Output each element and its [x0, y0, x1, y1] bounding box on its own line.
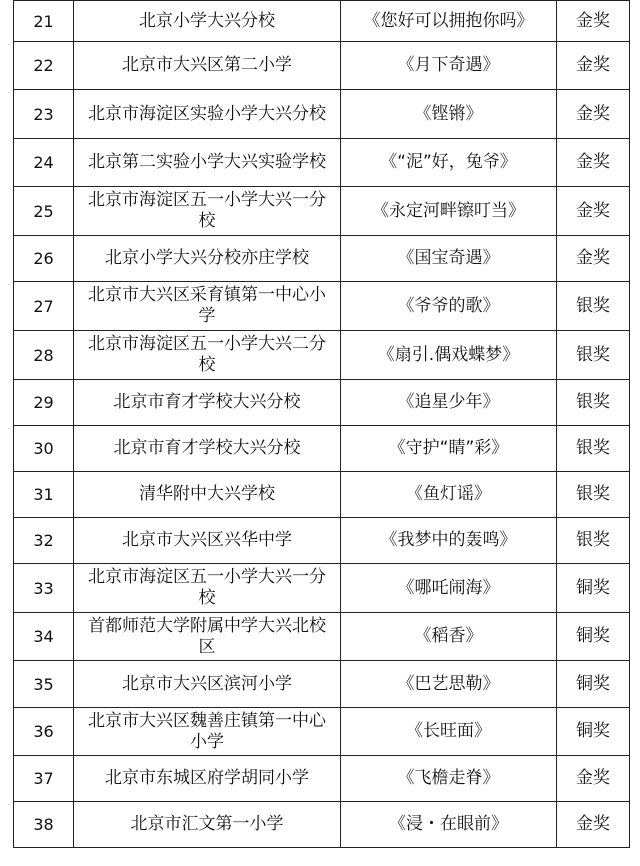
award-cell: 金奖	[557, 1, 630, 42]
award-cell: 金奖	[557, 139, 630, 187]
school-cell: 北京市育才学校大兴分校	[74, 426, 341, 472]
work-title-cell: 《飞檐走脊》	[341, 756, 557, 802]
school-cell: 北京市东城区府学胡同小学	[74, 756, 341, 802]
award-cell: 银奖	[557, 282, 630, 331]
award-cell: 金奖	[557, 236, 630, 282]
table-row	[14, 236, 630, 282]
table-row	[14, 564, 630, 613]
award-cell: 金奖	[557, 42, 630, 90]
work-title-cell: 《我梦中的轰鸣》	[341, 518, 557, 564]
no-cell: 38	[14, 802, 74, 848]
school-cell: 清华附中大兴学校	[74, 472, 341, 518]
no-cell: 35	[14, 661, 74, 708]
no-cell: 34	[14, 613, 74, 661]
table-row	[14, 472, 630, 518]
no-cell: 25	[14, 187, 74, 236]
table-row	[14, 708, 630, 756]
school-cell: 北京市汇文第一小学	[74, 802, 341, 848]
school-cell: 北京市海淀区五一小学大兴二分校	[74, 331, 341, 380]
award-cell: 银奖	[557, 518, 630, 564]
table-row	[14, 518, 630, 564]
award-cell: 银奖	[557, 380, 630, 426]
work-title-cell: 《“泥”好，兔爷》	[341, 139, 557, 187]
award-cell: 金奖	[557, 187, 630, 236]
table-row	[14, 282, 630, 331]
award-cell: 金奖	[557, 756, 630, 802]
work-title-cell: 《永定河畔镲叮当》	[341, 187, 557, 236]
school-cell: 北京市大兴区兴华中学	[74, 518, 341, 564]
work-title-cell: 《爷爷的歌》	[341, 282, 557, 331]
work-title-cell: 《巴艺思勒》	[341, 661, 557, 708]
work-title-cell: 《追星少年》	[341, 380, 557, 426]
work-title-cell: 《守护“睛”彩》	[341, 426, 557, 472]
no-cell: 23	[14, 90, 74, 139]
school-cell: 北京市育才学校大兴分校	[74, 380, 341, 426]
table-row	[14, 426, 630, 472]
table-row	[14, 331, 630, 380]
no-cell: 21	[14, 1, 74, 42]
work-title-cell: 《月下奇遇》	[341, 42, 557, 90]
school-cell: 北京市海淀区五一小学大兴一分校	[74, 187, 341, 236]
no-cell: 36	[14, 708, 74, 756]
school-cell: 北京市大兴区滨河小学	[74, 661, 341, 708]
school-cell: 北京市海淀区五一小学大兴一分校	[74, 564, 341, 613]
work-title-cell: 《您好可以拥抱你吗》	[341, 1, 557, 42]
table-row	[14, 187, 630, 236]
school-cell: 北京第二实验小学大兴实验学校	[74, 139, 341, 187]
award-cell: 铜奖	[557, 708, 630, 756]
no-cell: 30	[14, 426, 74, 472]
table-row	[14, 42, 630, 90]
work-title-cell: 《鱼灯谣》	[341, 472, 557, 518]
no-cell: 27	[14, 282, 74, 331]
school-cell: 首都师范大学附属中学大兴北校区	[74, 613, 341, 661]
award-cell: 铜奖	[557, 564, 630, 613]
work-title-cell: 《浸・在眼前》	[341, 802, 557, 848]
no-cell: 37	[14, 756, 74, 802]
award-cell: 金奖	[557, 802, 630, 848]
no-cell: 32	[14, 518, 74, 564]
no-cell: 28	[14, 331, 74, 380]
table-row	[14, 139, 630, 187]
work-title-cell: 《扇引.偶戏蝶梦》	[341, 331, 557, 380]
table-row	[14, 756, 630, 802]
no-cell: 22	[14, 42, 74, 90]
award-cell: 铜奖	[557, 613, 630, 661]
table-row	[14, 802, 630, 848]
work-title-cell: 《长旺面》	[341, 708, 557, 756]
awards-table	[13, 0, 630, 848]
awards-table-body	[14, 1, 630, 848]
table-row	[14, 661, 630, 708]
no-cell: 29	[14, 380, 74, 426]
no-cell: 33	[14, 564, 74, 613]
school-cell: 北京市大兴区第二小学	[74, 42, 341, 90]
table-row	[14, 90, 630, 139]
award-cell: 金奖	[557, 90, 630, 139]
award-cell: 银奖	[557, 426, 630, 472]
school-cell: 北京小学大兴分校亦庄学校	[74, 236, 341, 282]
no-cell: 26	[14, 236, 74, 282]
no-cell: 24	[14, 139, 74, 187]
work-title-cell: 《铿锵》	[341, 90, 557, 139]
work-title-cell: 《哪吒闹海》	[341, 564, 557, 613]
work-title-cell: 《稻香》	[341, 613, 557, 661]
award-cell: 铜奖	[557, 661, 630, 708]
school-cell: 北京市大兴区魏善庄镇第一中心小学	[74, 708, 341, 756]
table-row	[14, 380, 630, 426]
school-cell: 北京市大兴区采育镇第一中心小学	[74, 282, 341, 331]
work-title-cell: 《国宝奇遇》	[341, 236, 557, 282]
award-cell: 银奖	[557, 472, 630, 518]
table-row	[14, 1, 630, 42]
no-cell: 31	[14, 472, 74, 518]
school-cell: 北京市海淀区实验小学大兴分校	[74, 90, 341, 139]
table-row	[14, 613, 630, 661]
award-cell: 银奖	[557, 331, 630, 380]
school-cell: 北京小学大兴分校	[74, 1, 341, 42]
